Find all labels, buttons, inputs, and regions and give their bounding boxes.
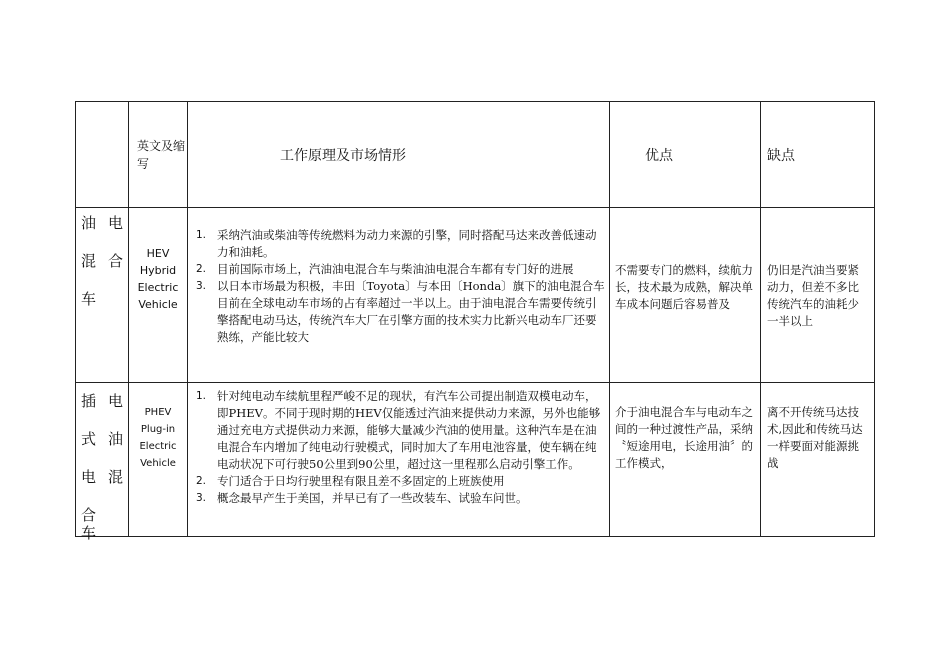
abbr-line: Plug-in bbox=[140, 424, 176, 435]
name-char: 电 bbox=[81, 468, 97, 486]
vehicle-abbreviation bbox=[129, 245, 187, 313]
pros-text: 不需要专门的燃料，续航力长，技术最为成熟，解决单车成本问题后容易普及 bbox=[615, 263, 753, 311]
list-item bbox=[191, 490, 605, 507]
list-item bbox=[191, 278, 605, 346]
principle-list bbox=[191, 388, 605, 507]
list-number: 2. bbox=[196, 263, 207, 275]
name-char: 混 bbox=[107, 468, 123, 486]
name-char: 车 bbox=[81, 290, 97, 308]
name-char: 合车 bbox=[81, 506, 97, 542]
cons-text: 离不开传统马达技术,因此和传统马达一样要面对能源挑战 bbox=[767, 405, 863, 470]
header-principle: 工作原理及市场情形 bbox=[280, 148, 406, 164]
list-number: 1. bbox=[196, 390, 207, 402]
abbr-line: PHEV bbox=[144, 407, 172, 418]
name-char: 电 bbox=[107, 392, 123, 410]
list-text: 采纳汽油或柴油等传统燃料为动力来源的引擎，同时搭配马达来改善低速动力和油耗。 bbox=[217, 228, 597, 259]
table-border-top bbox=[75, 101, 875, 102]
abbr-line: Electric bbox=[139, 441, 177, 452]
pros-text: 介于油电混合车与电动车之间的一种过渡性产品，采纳〝短途用电，长途用油〞的工作模式， bbox=[615, 405, 753, 470]
list-text: 以日本市场最为积极，丰田〔Toyota〕与本田〔Honda〕旗下的油电混合车目前在全球电动车市场的占有率超过一半以上。由于油电混合车需要传统引擎搭配电动马达，传统汽车大厂在引擎方面的技术实力比新兴电动车厂还要熟练，产能比较大 bbox=[217, 279, 605, 344]
list-text: 针对纯电动车续航里程严峻不足的现状，有汽车公司提出制造双模电动车，即PHEV。不同于现时期的HEV仅能透过汽油来提供动力来源，另外也能够通过充电方式提供动力来源，能够大量减少汽油的使用量。这种汽车是在油电混合车内增加了纯电动行驶模式，同时加大了车用电池容量，使车辆在纯电动状况下可行驶50公里到90公里，超过这一里程那么启动引擎工作。 bbox=[217, 389, 601, 471]
header-english-abbr: 英文及缩写 bbox=[137, 139, 185, 171]
principle-list bbox=[191, 227, 605, 346]
name-char: 合 bbox=[107, 252, 123, 270]
column-divider bbox=[187, 101, 188, 537]
name-char: 式 bbox=[81, 430, 97, 448]
abbr-line: Electric bbox=[137, 281, 179, 294]
table-border-right bbox=[874, 101, 875, 537]
list-text: 专门适合于日均行驶里程有限且差不多固定的上班族使用 bbox=[217, 474, 505, 488]
column-divider bbox=[760, 101, 761, 537]
list-item bbox=[191, 473, 605, 490]
column-divider bbox=[609, 101, 610, 537]
name-char bbox=[102, 506, 123, 542]
abbr-line: Vehicle bbox=[138, 298, 178, 311]
name-char: 混 bbox=[81, 252, 97, 270]
row-divider bbox=[75, 382, 875, 383]
list-text: 目前国际市场上，汽油油电混合车与柴油油电混合车都有专门好的进展 bbox=[217, 262, 574, 276]
row-divider bbox=[75, 207, 875, 208]
list-number: 3. bbox=[196, 280, 207, 292]
abbr-line: Hybrid bbox=[139, 264, 177, 277]
list-text: 概念最早产生于美国，并早已有了一些改装车、试验车问世。 bbox=[217, 491, 528, 505]
vehicle-type-name bbox=[81, 214, 123, 308]
list-item bbox=[191, 388, 605, 473]
comparison-table bbox=[75, 101, 875, 542]
abbr-line: Vehicle bbox=[140, 458, 176, 469]
list-item bbox=[191, 261, 605, 278]
name-char: 油 bbox=[107, 430, 123, 448]
list-number: 2. bbox=[196, 475, 207, 487]
list-number: 3. bbox=[196, 492, 207, 504]
list-number: 1. bbox=[196, 229, 207, 241]
header-pros: 优点 bbox=[645, 148, 673, 164]
cons-text: 仍旧是汽油当要紧动力，但差不多比传统汽车的油耗少一半以上 bbox=[767, 263, 859, 328]
vehicle-abbreviation bbox=[129, 404, 187, 472]
name-char: 电 bbox=[107, 214, 123, 232]
name-char: 插 bbox=[81, 392, 97, 410]
table-border-bottom bbox=[75, 536, 875, 537]
vehicle-type-name bbox=[81, 392, 123, 542]
name-char bbox=[102, 290, 123, 308]
abbr-line: HEV bbox=[146, 247, 170, 260]
name-char: 油 bbox=[81, 214, 97, 232]
table-border-left bbox=[75, 101, 76, 537]
list-item bbox=[191, 227, 605, 261]
header-cons: 缺点 bbox=[767, 148, 795, 164]
